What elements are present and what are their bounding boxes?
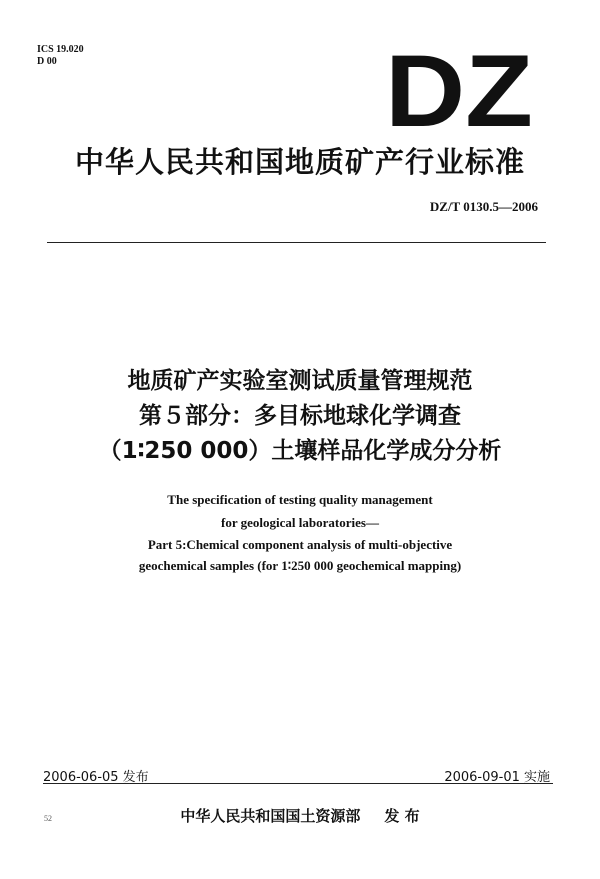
cn-title-line-2: 第５部分：多目标地球化学调查 xyxy=(139,403,461,429)
en-title-line-1: The specification of testing quality management xyxy=(167,492,433,507)
dz-logo-text: DZ xyxy=(385,48,533,130)
ccs-code: D 00 xyxy=(37,56,57,67)
classification-codes xyxy=(37,44,84,68)
implement-date: 2006-09-01 实施 xyxy=(444,770,550,785)
en-title-line-4: geochemical samples (for 1∶250 000 geochemical mapping) xyxy=(138,558,462,573)
header-divider xyxy=(47,242,546,243)
en-title-line-2: for geological laboratories— xyxy=(221,515,379,530)
issuer-line xyxy=(0,805,600,826)
issue-word: 发 布 xyxy=(384,807,420,825)
cn-title-line-3: （1∶250 000）土壤样品化学成分分析 xyxy=(98,438,502,464)
cn-title-line-1: 地质矿产实验室测试质量管理规范 xyxy=(127,368,473,394)
ics-code: ICS 19.020 xyxy=(37,44,84,55)
publish-date: 2006-06-05 发布 xyxy=(43,770,149,785)
footer-divider xyxy=(43,783,553,784)
en-title-line-3: Part 5:Chemical component analysis of multi-objective xyxy=(147,537,453,552)
dz-logo xyxy=(385,48,535,130)
standard-number: DZ/T 0130.5—2006 xyxy=(429,199,538,214)
page-number: 52 xyxy=(44,814,52,823)
industry-standard-title: 中华人民共和国地质矿产行业标准 xyxy=(74,145,525,179)
issuer-name: 中华人民共和国国土资源部 xyxy=(180,807,361,825)
